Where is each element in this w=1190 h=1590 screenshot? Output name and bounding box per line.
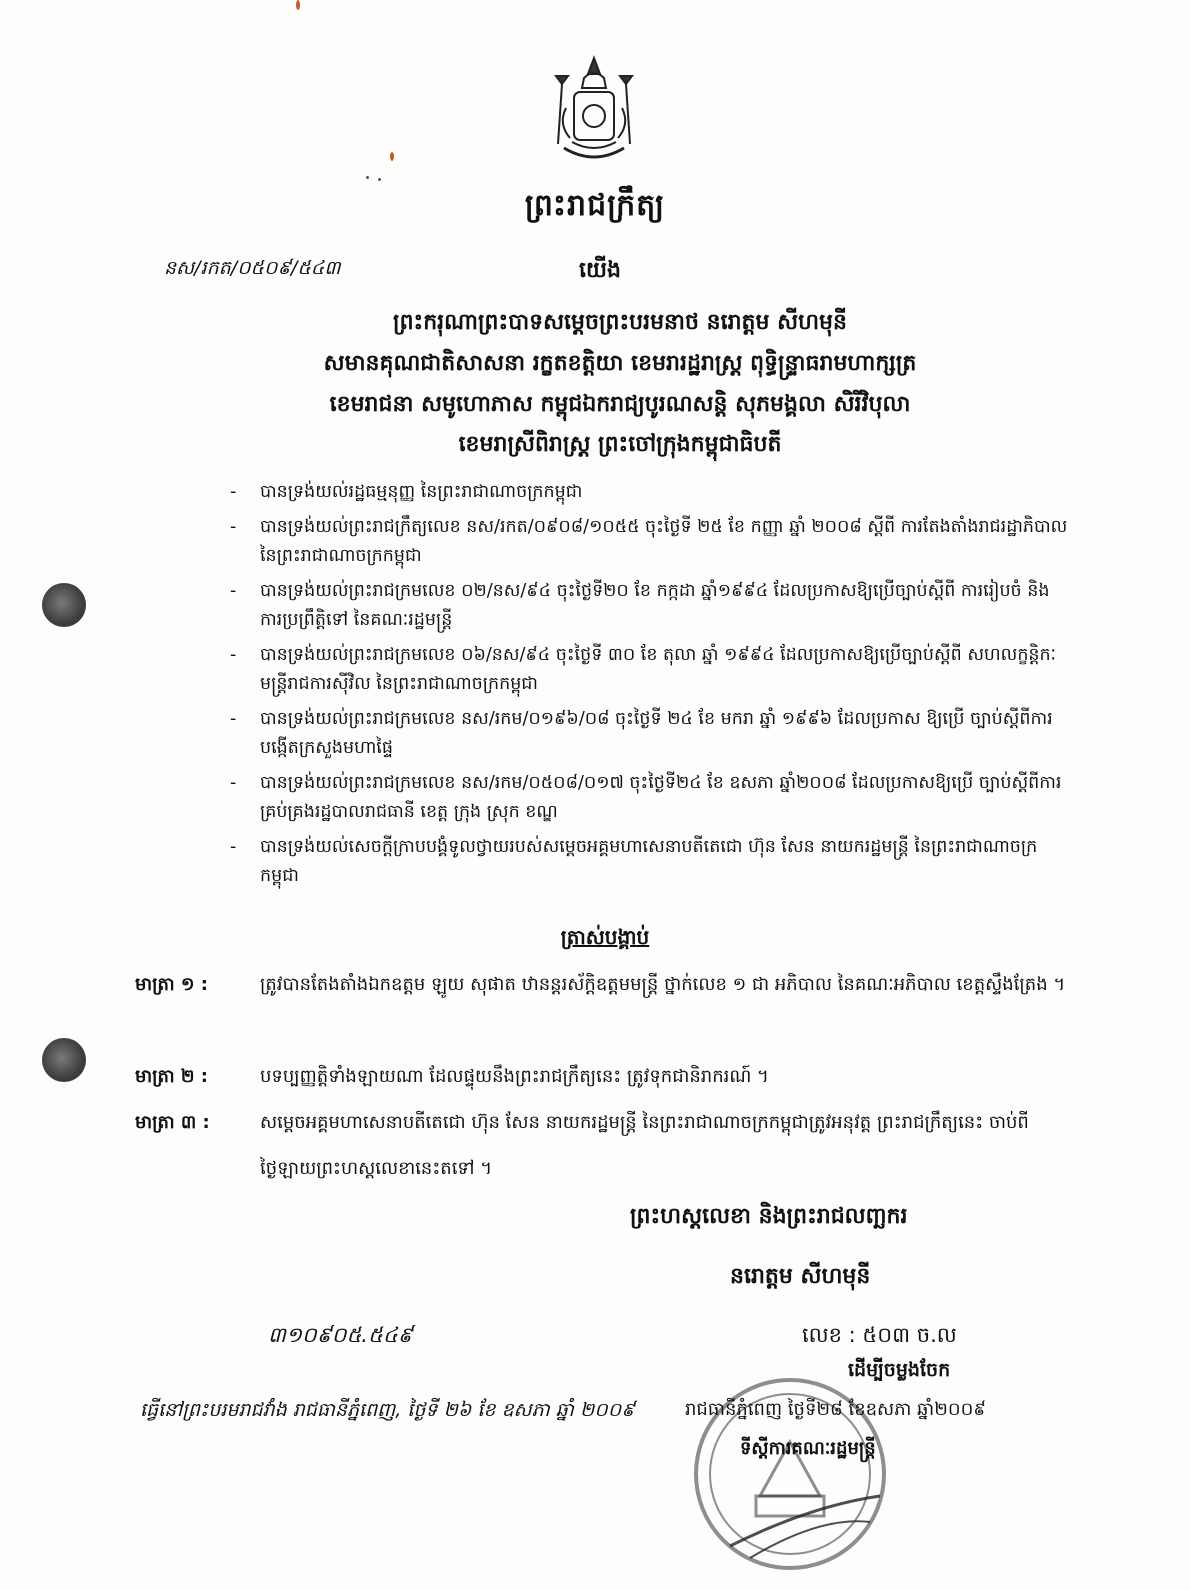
- article-2: [135, 1054, 1075, 1100]
- king-title-line: ព្រះករុណាព្រះបាទសម្តេចព្រះបរមនាថ នរោត្តម សីហមុនី: [393, 310, 847, 335]
- punch-hole: [42, 1038, 86, 1082]
- article-text: សម្តេចអគ្គមហាសេនាបតីតេជោ ហ៊ុន សែន នាយករដ្ឋមន្ត្រី នៃព្រះរាជាណាចក្រកម្ពុជាត្រូវអនុវត្ត ព្រះរាជក្រឹត្យនេះ ចាប់ពីថ្ងៃឡាយព្រះហស្តលេខានេះតទៅ ។: [260, 1112, 1029, 1179]
- place-and-date: ធ្វើនៅព្រះបរមរាជវាំង រាជធានីភ្នំពេញ, ថ្ងៃទី ២៦ ខែ ឧសភា ឆ្នាំ ២០០៩: [140, 1399, 635, 1421]
- ink-speck: [378, 178, 381, 181]
- reference-item: - បានទ្រង់យល់ព្រះរាជក្រមលេខ ០៦/នស/៩៤ ចុះថ្ងៃទី ៣០ ខែ តុលា ឆ្នាំ ១៩៩៤ ដែលប្រកាសឱ្យប្រើច្បាប់ស្តីពី សហលក្ខន្តិកៈមន្ត្រីរាជការស៊ីវិល នៃព្រះរាជាណាចក្រកម្ពុជា: [230, 645, 1056, 694]
- signature-caption: ព្រះហស្តលេខា និងព្រះរាជលញ្ឆករ: [630, 1204, 908, 1229]
- article-text: បទប្បញ្ញត្តិទាំងឡាយណា ដែលផ្ទុយនឹងព្រះរាជក្រឹត្យនេះ ត្រូវទុកជានិរាករណ៍ ។: [260, 1066, 769, 1087]
- certified-copy-date: រាជធានីភ្នំពេញ ថ្ងៃទី២៨ ខែឧសភា ឆ្នាំ២០០៩: [685, 1399, 987, 1420]
- article-label: មាត្រា ១ :: [135, 974, 208, 995]
- references-list: [230, 478, 1070, 897]
- registration-number: លេខ : ៥០៣ ច.ល: [802, 1323, 957, 1347]
- king-title-line: ខេមរាស្រីពិរាស្ត្រ ព្រះចៅក្រុងកម្ពុជាធិបតី: [458, 432, 782, 457]
- ink-mark: [296, 0, 300, 10]
- king-name: នរោត្តម សីហមុនី: [730, 1264, 871, 1289]
- certified-copy-office: ទីស្តីការគណៈរដ្ឋមន្ត្រី: [740, 1438, 876, 1459]
- we-heading: យើង: [579, 258, 621, 283]
- decides-heading: ត្រាស់បង្គាប់: [560, 925, 650, 949]
- royal-crest-emblem: [544, 54, 644, 172]
- article-label: មាត្រា ២ :: [135, 1066, 208, 1087]
- reference-item: - បានទ្រង់យល់ព្រះរាជក្រមលេខ នស/រកម/០៥០៨/០១៧ ចុះថ្ងៃទី២៤ ខែ ឧសភា ឆ្នាំ២០០៨ ដែលប្រកាសឱ្យប្រើ ច្បាប់ស្តីពីការគ្រប់គ្រងរដ្ឋបាលរាជធានី ខេត្ត ក្រុង ស្រុក ខណ្ឌ: [230, 773, 1062, 822]
- certified-copy-label: ដើម្បីចម្លងចែក: [848, 1359, 951, 1381]
- punch-hole: [42, 583, 86, 627]
- handwritten-number: ៣១០៩០៥.៥៤៩: [268, 1323, 413, 1347]
- reference-item: - បានទ្រង់យល់សេចក្តីក្រាបបង្គំទូលថ្វាយរបស់សម្តេចអគ្គមហាសេនាបតីតេជោ ហ៊ុន សែន នាយករដ្ឋមន្ត្រី នៃព្រះរាជាណាចក្រកម្ពុជា: [230, 837, 1038, 886]
- article-3: [135, 1100, 1075, 1192]
- ink-mark: [390, 152, 394, 161]
- document-title: ព្រះរាជក្រឹត្យ: [524, 188, 666, 223]
- reference-item: - បានទ្រង់យល់ព្រះរាជក្រមលេខ នស/រកម/០១៩៦/០៨ ចុះថ្ងៃទី ២៤ ខែ មករា ឆ្នាំ ១៩៩៦ ដែលប្រកាស ឱ្យប្រើ ច្បាប់ស្តីពីការបង្កើតក្រសួងមហាផ្ទៃ: [230, 709, 1053, 758]
- reference-item: - បានទ្រង់យល់ព្រះរាជក្រមលេខ ០២/នស/៩៤ ចុះថ្ងៃទី២០ ខែ កក្កដា ឆ្នាំ១៩៩៤ ដែលប្រកាសឱ្យប្រើច្បាប់ស្តីពី ការរៀបចំ និង ការប្រព្រឹត្តិទៅ នៃគណៈរដ្ឋមន្ត្រី: [230, 581, 1050, 630]
- reference-item: - បានទ្រង់យល់រដ្ឋធម្មនុញ្ញ នៃព្រះរាជាណាចក្រកម្ពុជា: [230, 482, 583, 502]
- reference-item: - បានទ្រង់យល់ព្រះរាជក្រឹត្យលេខ នស/រកត/០៩០៨/១០៥៥ ចុះថ្ងៃទី ២៥ ខែ កញ្ញា ឆ្នាំ ២០០៨ ស្តីពី ការតែងតាំងរាជរដ្ឋាភិបាលនៃព្រះរាជាណាចក្រកម្ពុជា: [230, 517, 1068, 566]
- article-1: [135, 962, 1075, 1008]
- article-label: មាត្រា ៣ :: [135, 1112, 210, 1133]
- article-text: ត្រូវបានតែងតាំងឯកឧត្តម ឡូយ សុផាត ឋានន្តរស័ក្តិឧត្តមមន្ត្រី ថ្នាក់លេខ ១ ជា អភិបាល នៃគណៈអភិបាល ខេត្តស្ទឹងត្រែង ។: [260, 974, 1066, 995]
- decree-number: នស/រកត/០៥០៩/៥៤៣: [164, 257, 341, 279]
- king-title-line: ខេមរាជនា សមូហោភាស កម្ពុជឯករាជ្យបូរណសន្តិ សុភមង្គលា សិរីវិបុលា: [329, 392, 911, 417]
- king-title-line: សមានគុណជាតិសាសនា រក្ខតខត្តិយា ខេមរារដ្ឋរាស្ត្រ ពុទ្ធិន្ទ្រាធរាមហាក្សត្រ: [323, 351, 917, 376]
- ink-speck: [366, 176, 369, 179]
